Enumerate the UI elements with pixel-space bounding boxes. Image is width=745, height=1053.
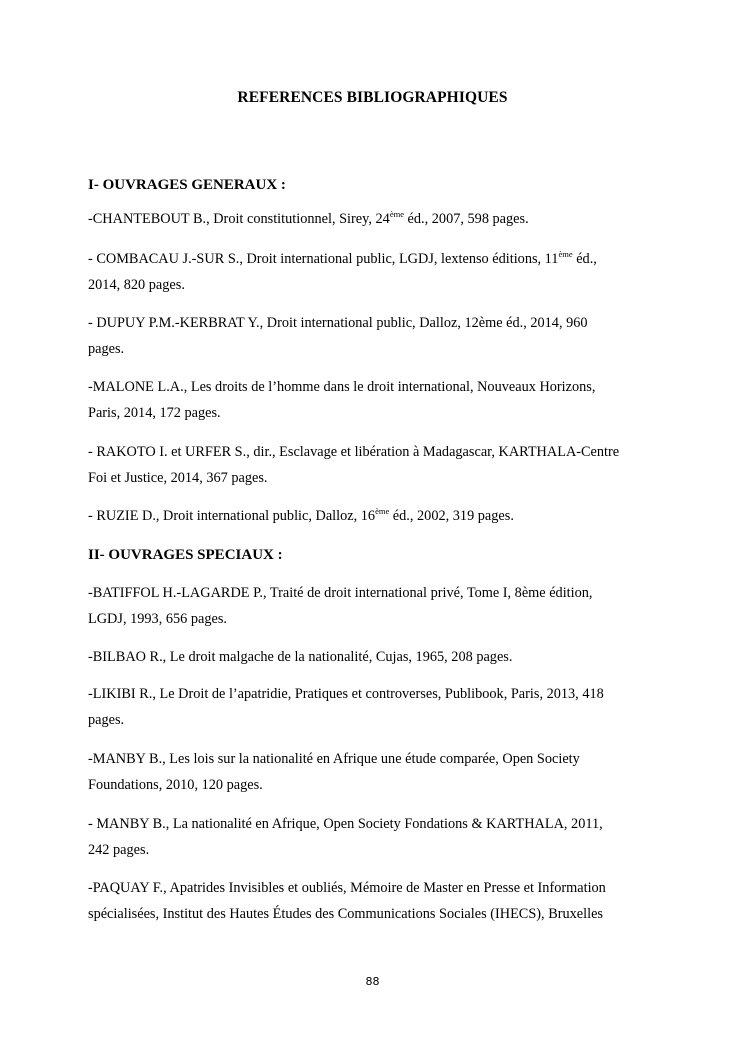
entry-line: - RAKOTO I. et URFER S., dir., Esclavage et libération à Madagascar, KARTHALA-Centre: [88, 444, 620, 460]
entry-line: 242 pages.: [88, 842, 150, 858]
entry-line: -MALONE L.A., Les droits de l’homme dans le droit international, Nouveaux Horizons,: [88, 379, 596, 395]
entry-line: - MANBY B., La nationalité en Afrique, Open Society Fondations & KARTHALA, 2011,: [88, 816, 603, 832]
entry-line: Paris, 2014, 172 pages.: [88, 405, 221, 421]
entry-line: -BILBAO R., Le droit malgache de la nationalité, Cujas, 1965, 208 pages.: [88, 649, 513, 665]
entry-line: -LIKIBI R., Le Droit de l’apatridie, Pratiques et controverses, Publibook, Paris, 2013, 418: [88, 686, 604, 702]
superscript: ème: [558, 249, 573, 259]
bibliography-entry-batiffol: [88, 580, 663, 632]
entry-line: pages.: [88, 341, 125, 357]
entry-line: spécialisées, Institut des Hautes Études des Communications Sociales (IHECS), Bruxelles: [88, 906, 603, 922]
section-heading-general: I- OUVRAGES GENERAUX :: [88, 177, 286, 193]
entry-line: -CHANTEBOUT B., Droit constitutionnel, Sirey, 24ème éd., 2007, 598 pages.: [88, 209, 529, 227]
bibliography-entry-manby-nationalite: [88, 811, 663, 863]
entry-line: Foundations, 2010, 120 pages.: [88, 777, 263, 793]
bibliography-entry-rakoto: [88, 439, 663, 491]
page-number: 88: [365, 975, 380, 988]
entry-line: - COMBACAU J.-SUR S., Droit international public, LGDJ, lextenso éditions, 11ème éd.,: [88, 249, 597, 267]
entry-line: - RUZIE D., Droit international public, Dalloz, 16ème éd., 2002, 319 pages.: [88, 506, 514, 524]
section-heading-special: II- OUVRAGES SPECIAUX :: [88, 547, 283, 563]
page-title: REFERENCES BIBLIOGRAPHIQUES: [237, 89, 508, 106]
bibliography-entry-bilbao: [88, 644, 663, 670]
bibliography-entry-manby-lois: [88, 746, 663, 798]
bibliography-entry-malone: [88, 374, 663, 426]
bibliography-entry-likibi: [88, 681, 663, 733]
superscript: ème: [389, 209, 404, 219]
bibliography-entry-chantebout: [88, 206, 663, 232]
bibliography-entry-ruzie: [88, 503, 663, 529]
bibliography-entry-dupuy: [88, 310, 663, 362]
entry-line: -MANBY B., Les lois sur la nationalité en Afrique une étude comparée, Open Society: [88, 751, 580, 767]
entry-line: LGDJ, 1993, 656 pages.: [88, 611, 227, 627]
entry-line: pages.: [88, 712, 125, 728]
bibliography-entry-paquay: [88, 875, 663, 927]
entry-line: -PAQUAY F., Apatrides Invisibles et oubliés, Mémoire de Master en Presse et Information: [88, 880, 606, 896]
bibliography-entry-combacau: [88, 246, 663, 298]
superscript: ème: [375, 506, 390, 516]
entry-line: -BATIFFOL H.-LAGARDE P., Traité de droit international privé, Tome I, 8ème édition,: [88, 585, 593, 601]
entry-line: - DUPUY P.M.-KERBRAT Y., Droit international public, Dalloz, 12ème éd., 2014, 960: [88, 315, 588, 331]
entry-line: Foi et Justice, 2014, 367 pages.: [88, 470, 268, 486]
entry-line: 2014, 820 pages.: [88, 277, 185, 293]
